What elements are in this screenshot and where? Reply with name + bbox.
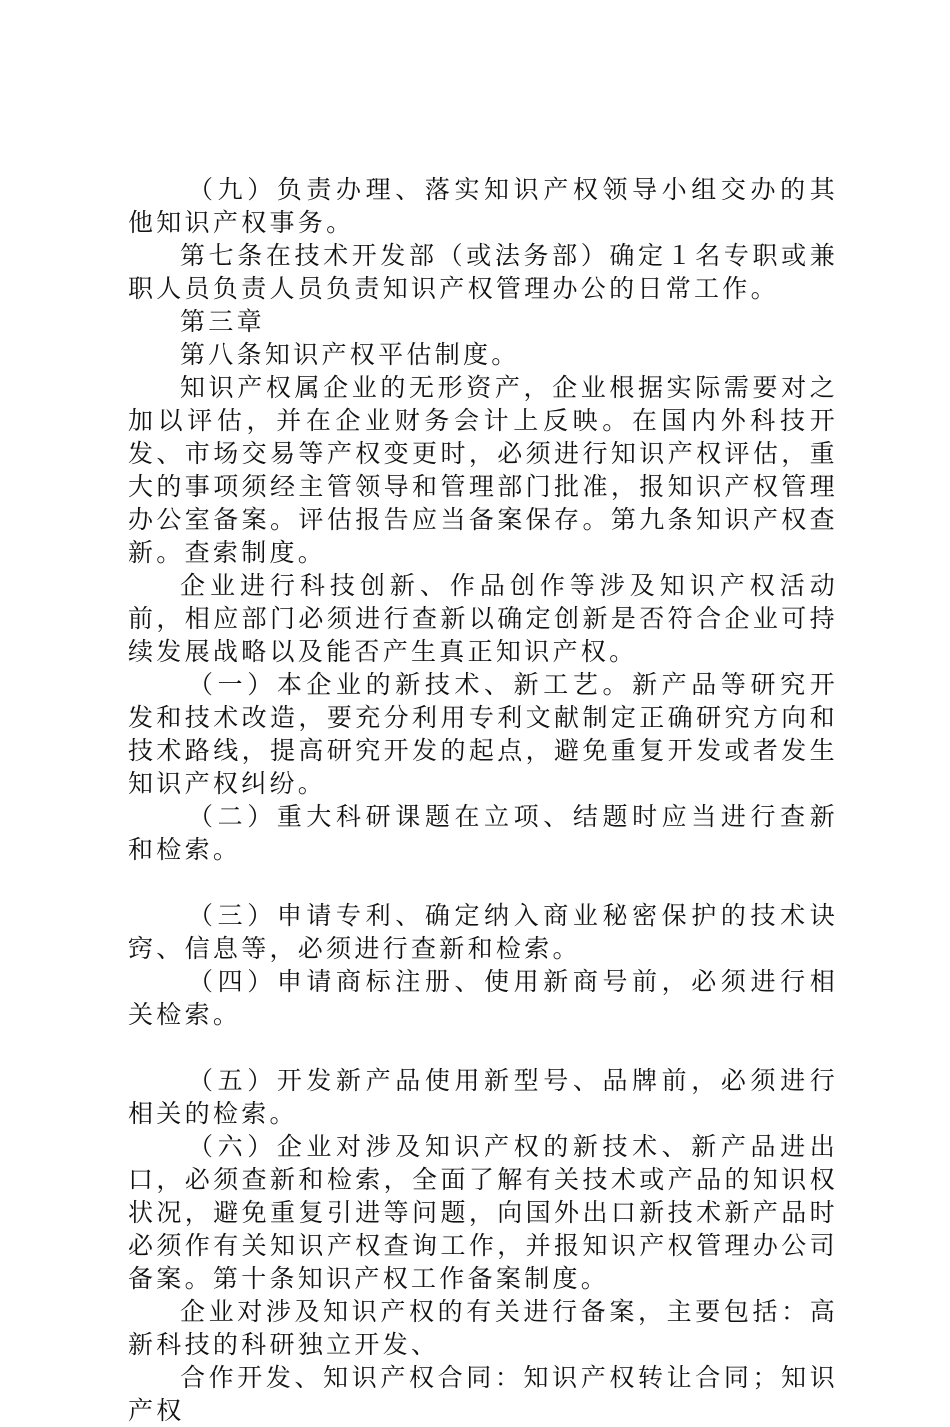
paragraph-item-9: （九）负责办理、落实知识产权领导小组交办的其他知识产权事务。 bbox=[128, 175, 838, 237]
paragraph-evaluation: 知识产权属企业的无形资产，企业根据实际需要对之加以评估，并在企业财务会计上反映。在国内外科技开发、市场交易等产权变更时，必须进行知识产权评估，重大的事项须经主管领导和管理部门批准，报知识产权管理办公室备案。评估报告应当备案保存。第九条知识产权查新。查索制度。 bbox=[128, 373, 838, 567]
document-body bbox=[128, 173, 838, 1427]
paragraph-item-5: （五）开发新产品使用新型号、品牌前，必须进行相关的检索。 bbox=[128, 1066, 838, 1128]
paragraph-article-7: 第七条在技术开发部（或法务部）确定１名专职或兼职人员负责人员负责知识产权管理办公的日常工作。 bbox=[128, 241, 838, 303]
paragraph-article-8-title: 第八条知识产权平估制度。 bbox=[180, 340, 520, 369]
paragraph-item-1: （一）本企业的新技术、新工艺。新产品等研究开发和技术改造，要充分利用专利文献制定正确研究方向和技术路线，提高研究开发的起点，避免重复开发或者发生知识产权纠纷。 bbox=[128, 670, 838, 798]
paragraph-cooperation: 合作开发、知识产权合同：知识产权转让合同；知识产权 bbox=[128, 1363, 838, 1425]
paragraph-search-before-innovation: 企业进行科技创新、作品创作等涉及知识产权活动前，相应部门必须进行查新以确定创新是否符合企业可持续发展战略以及能否产生真正知识产权。 bbox=[128, 571, 838, 666]
paragraph-filing: 企业对涉及知识产权的有关进行备案，主要包括：高新科技的科研独立开发、 bbox=[128, 1297, 838, 1359]
paragraph-item-2: （二）重大科研课题在立项、结题时应当进行查新和检索。 bbox=[128, 802, 838, 864]
paragraph-item-4: （四）申请商标注册、使用新商号前，必须进行相关检索。 bbox=[128, 967, 838, 1029]
paragraph-item-6: （六）企业对涉及知识产权的新技术、新产品进出口，必须查新和检索，全面了解有关技术或产品的知识权状况，避免重复引进等问题，向国外出口新技术新产品时必须作有关知识产权查询工作，并报知识产权管理办公司备案。第十条知识产权工作备案制度。 bbox=[128, 1132, 838, 1293]
paragraph-item-3: （三）申请专利、确定纳入商业秘密保护的技术诀窍、信息等，必须进行查新和检索。 bbox=[128, 901, 838, 963]
chapter-heading: 第三章 bbox=[180, 307, 265, 336]
